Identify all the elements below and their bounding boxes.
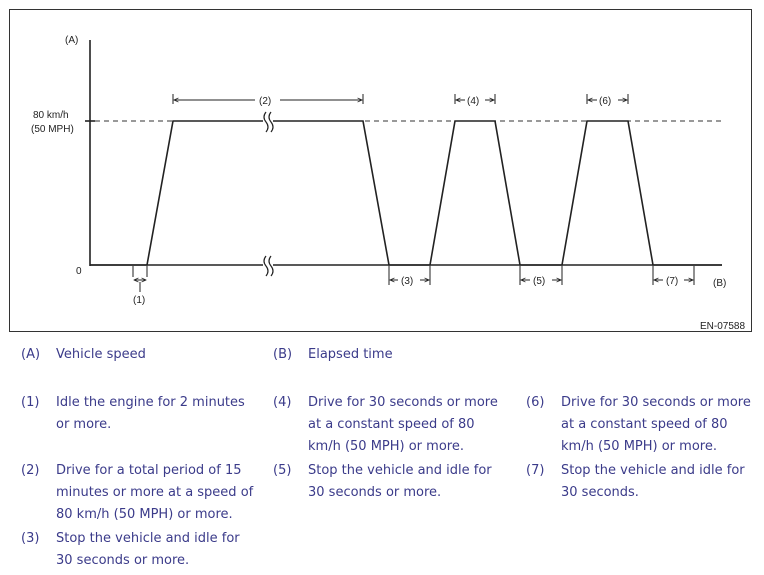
interval-7-label: (7) [666,276,679,287]
speed-profile-segment-1 [90,121,722,265]
legend-line: 30 seconds. [561,485,639,500]
time-break-symbol-top [263,110,273,132]
legend-line: at a constant speed of 80 [308,417,475,432]
legend-key: (A) [21,347,41,362]
x-axis-marker: (B) [713,278,727,289]
legend-key: (2) [21,463,40,478]
figure-code: EN-07588 [700,321,746,332]
interval-3-label: (3) [401,276,414,287]
legend-line: 30 seconds or more. [308,485,442,500]
legend-line: km/h (50 MPH) or more. [561,439,717,454]
speed-label-line2: (50 MPH) [31,124,74,135]
legend-line: Idle the engine for 2 minutes [56,395,245,410]
legend-line: 80 km/h (50 MPH) or more. [56,507,233,522]
speed-label-line1: 80 km/h [33,110,69,121]
legend-key: (B) [273,347,293,362]
time-break-symbol-bottom [263,254,273,276]
legend-line: Stop the vehicle and idle for [561,463,745,478]
legend-line: Stop the vehicle and idle for [56,531,240,546]
legend-line: km/h (50 MPH) or more. [308,439,464,454]
legend-key: (1) [21,395,40,410]
interval-4-label: (4) [467,96,480,107]
legend-text: Elapsed time [308,347,393,362]
interval-6-label: (6) [599,96,612,107]
legend-line: 30 seconds or more. [56,553,190,568]
interval-2-label: (2) [259,96,272,107]
interval-1-label: (1) [133,295,146,306]
interval-5-label: (5) [533,276,546,287]
legend-key: (7) [526,463,545,478]
legend-line: Stop the vehicle and idle for [308,463,492,478]
legend-line: Drive for a total period of 15 [56,463,242,478]
legend-line: minutes or more at a speed of [56,485,254,500]
legend-text: Vehicle speed [56,347,146,362]
y-axis-marker: (A) [65,35,79,46]
legend-key: (3) [21,531,40,546]
legend-key: (4) [273,395,292,410]
legend-key: (6) [526,395,545,410]
zero-label: 0 [76,266,82,277]
legend-line: or more. [56,417,112,432]
legend-line: Drive for 30 seconds or more [308,395,498,410]
legend-line: Drive for 30 seconds or more [561,395,751,410]
legend-line: at a constant speed of 80 [561,417,728,432]
legend-key: (5) [273,463,292,478]
